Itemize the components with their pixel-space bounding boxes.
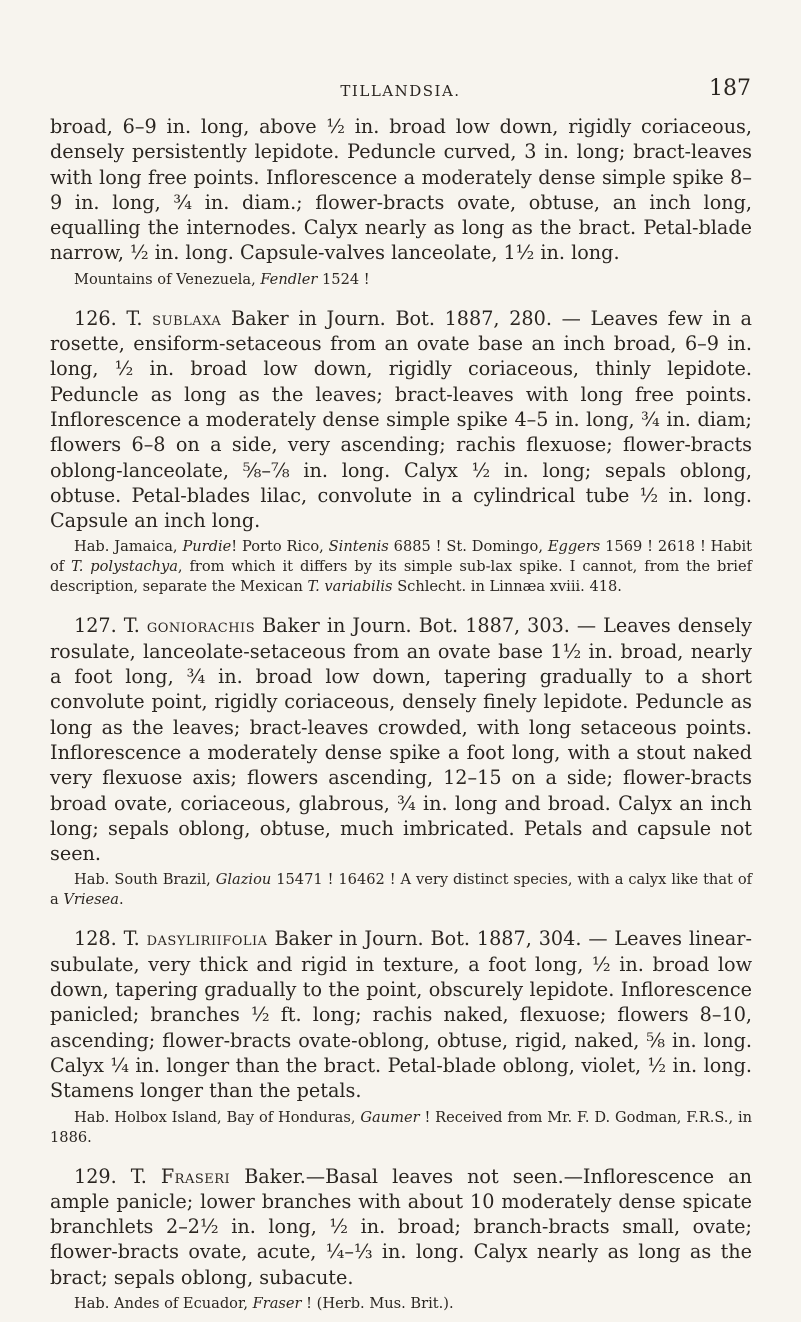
collector-name: Glaziou: [215, 871, 272, 889]
running-title: TILLANDSIA.: [340, 82, 461, 100]
species-number: 128. T.: [74, 927, 140, 951]
species-entry-128: [50, 926, 752, 1147]
note-text: Hab. Holbox Island, Bay of Honduras,: [74, 1108, 356, 1126]
species-entry-126: [50, 306, 752, 598]
species-habitat-note: [50, 870, 752, 910]
species-number: 129. T.: [74, 1164, 147, 1188]
taxon-name: T. polystachya: [71, 558, 178, 576]
collector-name: Eggers: [547, 538, 601, 556]
species-habitat-note: [50, 537, 752, 597]
taxon-name: Vriesea: [63, 891, 119, 909]
continuation-habitat: [50, 270, 752, 290]
note-text: 6885 ! St. Domingo,: [393, 538, 543, 556]
note-text: Schlecht. in Linnæa xviii. 418.: [397, 578, 622, 596]
species-citation: Baker in Journ. Bot. 1887, 303. —: [262, 614, 597, 638]
running-head: [0, 76, 801, 106]
species-text: Leaves few in a rosette, ensiform-setaceous from an ovate base an inch broad, 6–9 in. long, ½ in. broad low down, rigidly coriaceous, thinly lepidote. Peduncle as long as the leaves; bract-leaves with long free points. Inflorescence a moderately dense simple spike 4–5 in. long, ¾ in. diam; flowers 6–8 on a side, very ascending; rachis flexuose; flower-bracts oblong-lanceolate, ⅝–⅞ in. long. Calyx ½ in. long; sepals oblong, obtuse. Petal-blades lilac, convolute in a cylindrical tube ½ in. long. Capsule an inch long.: [50, 306, 752, 533]
note-text: 1569 ! 2618 ! Habit of: [50, 538, 752, 576]
specimen-number: 1524 !: [322, 270, 370, 288]
species-habitat-note: [50, 1108, 752, 1148]
species-text: Leaves linear-subulate, very thick and rigid in texture, a foot long, ½ in. broad low down, tapering gradually to the point, obscurely lepidote. Inflorescence panicled; branches ½ ft. long; rachis naked, flexuose; flowers 8–10, ascending; flower-bracts ovate-oblong, obtuse, rigid, naked, ⅝ in. long. Calyx ¼ in. longer than the bract. Petal-blade oblong, violet, ½ in. long. Stamens longer than the petals.: [50, 927, 752, 1103]
species-entry-129: [50, 1164, 752, 1314]
species-name: goniorachis: [146, 614, 256, 638]
species-description: [50, 306, 752, 534]
collector-name: Sintenis: [328, 538, 389, 556]
note-text: Hab. Andes of Ecuador,: [74, 1294, 248, 1312]
collector-name: Fendler: [260, 270, 318, 288]
continuation-description: broad, 6–9 in. long, above ½ in. broad low down, rigidly coriaceous, densely persistently lepidote. Peduncle curved, 3 in. long; bract-leaves with long free points. Inflorescence a moderately dense simple spike 8–9 in. long, ¾ in. diam.; flower-bracts ovate, obtuse, an inch long, equalling the internodes. Calyx nearly as long as the bract. Petal-blade narrow, ½ in. long. Capsule-valves lanceolate, 1½ in. long.: [50, 115, 752, 265]
species-description: [50, 926, 752, 1103]
species-name: dasyliriifolia: [146, 927, 268, 951]
habitat-text: Mountains of Venezuela,: [74, 270, 256, 288]
body-text: [50, 114, 752, 1314]
collector-name: Gaumer: [360, 1108, 420, 1126]
species-text: Leaves densely rosulate, lanceolate-setaceous from an ovate base 1½ in. broad, nearly a foot long, ¾ in. broad low down, tapering gradually to a short convolute point, rigidly coriaceous, densely finely lepidote. Peduncle as long as the leaves; bract-leaves crowded, with long setaceous points. Inflorescence a moderately dense spike a foot long, with a stout naked very flexuose axis; flowers ascending, 12–15 on a side; flower-bracts broad ovate, coriaceous, glabrous, ¾ in. long and broad. Calyx an inch long; sepals oblong, obtuse, much imbricated. Petals and capsule not seen.: [50, 614, 752, 866]
note-text: Hab. South Brazil,: [74, 871, 211, 889]
species-citation: Baker.: [244, 1164, 306, 1188]
continuation-entry: [50, 114, 752, 290]
species-number: 126. T.: [74, 306, 143, 330]
note-text: ! (Herb. Mus. Brit.).: [306, 1294, 454, 1312]
species-citation: Baker in Journ. Bot. 1887, 304. —: [274, 927, 608, 951]
note-text: 15471 ! 16462 ! A very distinct species, with a calyx like that of a: [50, 871, 753, 909]
species-citation: Baker in Journ. Bot. 1887, 280. —: [230, 306, 581, 330]
species-entry-127: [50, 613, 752, 910]
collector-name: Fraser: [252, 1294, 302, 1312]
species-text: —Basal leaves not seen.—Inflorescence an ample panicle; lower branches with about 10 moderately dense spicate branchlets 2–2½ in. long, ½ in. broad; branch-bracts small, ovate; flower-bracts ovate, acute, ¼–⅓ in. long. Calyx nearly as long as the bract; sepals oblong, subacute.: [50, 1164, 752, 1289]
species-description: [50, 1164, 752, 1290]
note-text: Hab. Jamaica,: [74, 538, 178, 556]
note-text: ! Received from Mr. F. D. Godman, F.R.S., in 1886.: [50, 1108, 753, 1146]
page-number: 187: [709, 76, 751, 101]
species-name: Fraseri: [160, 1164, 231, 1188]
note-text: , from which it differs by its simple sub-lax spike. I cannot, from the brief description, separate the Mexican: [50, 558, 753, 596]
species-habitat-note: [50, 1294, 752, 1314]
collector-name: Purdie: [182, 538, 232, 556]
note-text: ! Porto Rico,: [231, 538, 324, 556]
species-number: 127. T.: [74, 614, 140, 638]
species-name: sublaxa: [152, 306, 222, 330]
species-description: [50, 613, 752, 866]
taxon-name: T. variabilis: [307, 578, 393, 596]
note-text: .: [119, 891, 124, 909]
